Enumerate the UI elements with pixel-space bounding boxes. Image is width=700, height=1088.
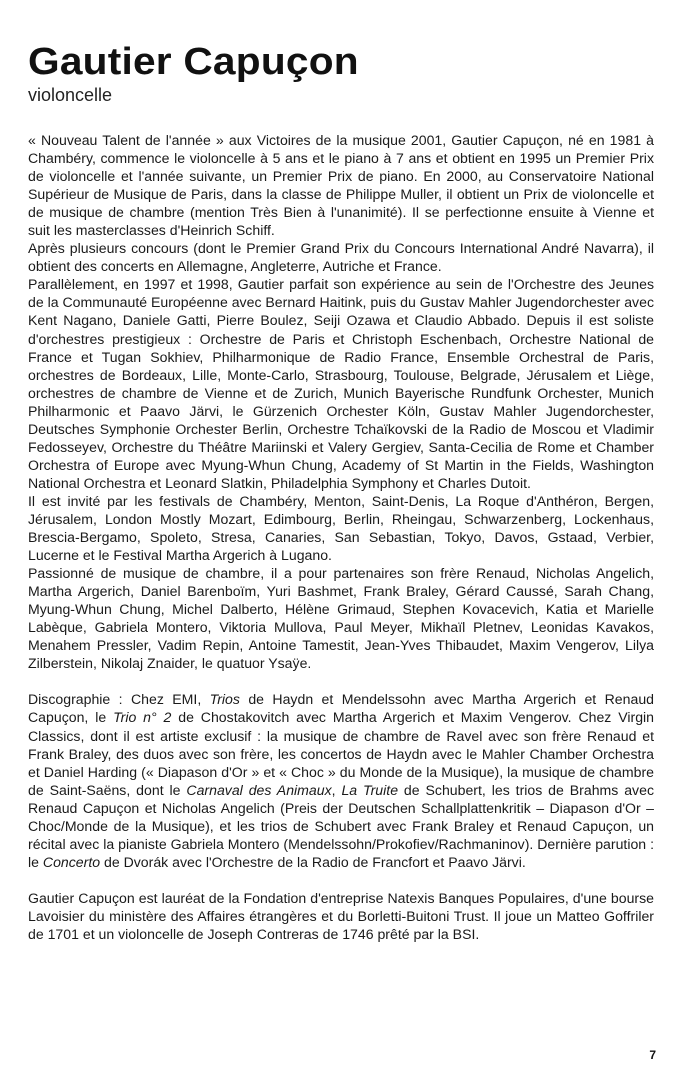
biography-body (28, 131, 654, 943)
bio-paragraph-orchestras: Parallèlement, en 1997 et 1998, Gautier parfait son expérience au sein de l'Orchestre des Jeunes de la Communauté Européenne avec Bernard Haitink, puis du Gustav Mahler Jugendorchester avec Kent Nagano, Daniele Gatti, Pierre Boulez, Seiji Ozawa et Claudio Abbado. Depuis il est soliste d'orchestres prestigieux : Orchestre de Paris et Christoph Eschenbach, Orchestre National de France et Tugan Sokhiev, Philharmonique de Radio France, Ensemble Orchestral de Paris, orchestres de Bordeaux, Lille, Monte-Carlo, Strasbourg, Toulouse, Belgrade, Jérusalem et Liège, orchestres de chambre de Vienne et de Zurich, Munich Bayerische Rundfunk Orchester, Munich Philharmonic et Paavo Järvi, le Gürzenich Orchester Köln, Gustav Mahler Jugendorchester, Deutsches Symphonie Orchester Berlin, Orchestre Tchaïkovski de la Radio de Moscou et Vladimir Fedosseyev, Orchestre du Théâtre Mariinski et Valery Gergiev, Santa-Cecilia de Rome et Chamber Orchestra of Europe avec Myung-Whun Chung, Academy of St Martin in the Fields, Washington National Orchestra et Leonard Slatkin, Philadelphia Symphony et Charles Dutoit. (28, 276, 654, 491)
header (28, 40, 678, 106)
discography-work-title: Carnaval des Animaux (186, 781, 332, 798)
bio-paragraph-chamber-music: Passionné de musique de chambre, il a pour partenaires son frère Renaud, Nicholas Angelich, Martha Argerich, Daniel Barenboïm, Yuri Bashmet, Frank Braley, Gérard Caussé, Sarah Chang, Myung-Whun Chung, Michel Dalberto, Hélène Grimaud, Stephen Kovacevich, Katia et Marielle Labèque, Gabriela Montero, Viktoria Mullova, Paul Meyer, Mikhaïl Pletnev, Leonidas Kavakos, Menahem Pressler, Vadim Repin, Antoine Tamestit, Jean-Yves Thibaudet, Maxim Vengerov, Lilya Zilberstein, Nikolaj Znaider, le quatuor Ysaÿe. (28, 565, 654, 672)
paragraph-spacer (28, 672, 654, 690)
bio-paragraph-festivals: Il est invité par les festivals de Chambéry, Menton, Saint-Denis, La Roque d'Anthéron, Bergen, Jérusalem, London Mostly Mozart, Edimbourg, Berlin, Rheingau, Schwarzenberg, Lockenhaus, Brescia-Bergamo, Spoleto, Stresa, Canaries, San Sebastian, Tokyo, Davos, Gstaad, Verbier, Lucerne et le Festival Martha Argerich à Lugano. (28, 492, 654, 564)
page-title: Gautier Capuçon (28, 41, 359, 83)
discography-text: de Chostakovitch avec Martha Argerich et Maxim Vengerov. Chez Virgin Classics, dont il est artiste exclusif : la musique de chambre de Ravel avec son frère Renaud et Frank Braley, des duos avec son frère, les concertos de Haydn avec le Mahler Chamber Orchestra et Daniel Harding (« Diapason d'Or » et « Choc » du Monde de la Musique), la musique de chambre de Saint-Saëns, dont le (28, 709, 655, 798)
paragraph-spacer (28, 871, 654, 889)
discography-text: , (331, 781, 342, 798)
bio-paragraph-competitions: Après plusieurs concours (dont le Premier Grand Prix du Concours International André Navarra), il obtient des concerts en Allemagne, Angleterre, Autriche et France. (28, 240, 654, 275)
bio-paragraph-awards: Gautier Capuçon est lauréat de la Fondation d'entreprise Natexis Banques Populaires, d'une bourse Lavoisier du ministère des Affaires étrangères et du Borletti-Buitoni Trust. Il joue un Matteo Goffriler de 1701 et un violoncelle de Joseph Contreras de 1746 prêté par la BSI. (28, 889, 654, 942)
discography-work-title: Trio n° 2 (113, 709, 172, 726)
discography-text: de Schubert, les trios de Brahms avec Renaud Capuçon et Nicholas Angelich (Preis der Deutschen Schallplattenkritik – Diapason d'Or – Choc/Monde de la Musique), et les trios de Schubert avec Frank Braley et Renaud Capuçon, un récital avec la pianiste Gabriela Montero (Mendelssohn/Prokofiev/Rachmaninov). Dernière parution : le (28, 781, 654, 870)
discography-text: de Dvorák avec l'Orchestre de la Radio de Francfort et Paavo Järvi. (100, 853, 526, 870)
discography-text: de Haydn et Mendelssohn avec Martha Argerich et Renaud Capuçon, le (28, 691, 654, 726)
discography-work-title: Trios (209, 691, 240, 708)
discography-text: Discographie : Chez EMI, (28, 691, 210, 708)
page-number: 7 (649, 1048, 656, 1062)
page-subtitle: violoncelle (28, 85, 113, 105)
discography-work-title: Concerto (42, 853, 101, 870)
bio-paragraph-discography (28, 690, 654, 870)
discography-work-title: La Truite (341, 781, 399, 798)
bio-paragraph-intro: « Nouveau Talent de l'année » aux Victoires de la musique 2001, Gautier Capuçon, né en 1981 à Chambéry, commence le violoncelle à 5 ans et le piano à 7 ans et obtient en 1995 un Premier Prix de violoncelle et l'année suivante, un Premier Prix de piano. En 2000, au Conservatoire National Supérieur de Musique de Paris, dans la classe de Philippe Muller, il obtient un Prix de violoncelle et de musique de chambre (mention Très Bien à l'unanimité). Il se perfectionne ensuite à Vienne et suit les masterclasses d'Heinrich Schiff. (28, 132, 654, 239)
